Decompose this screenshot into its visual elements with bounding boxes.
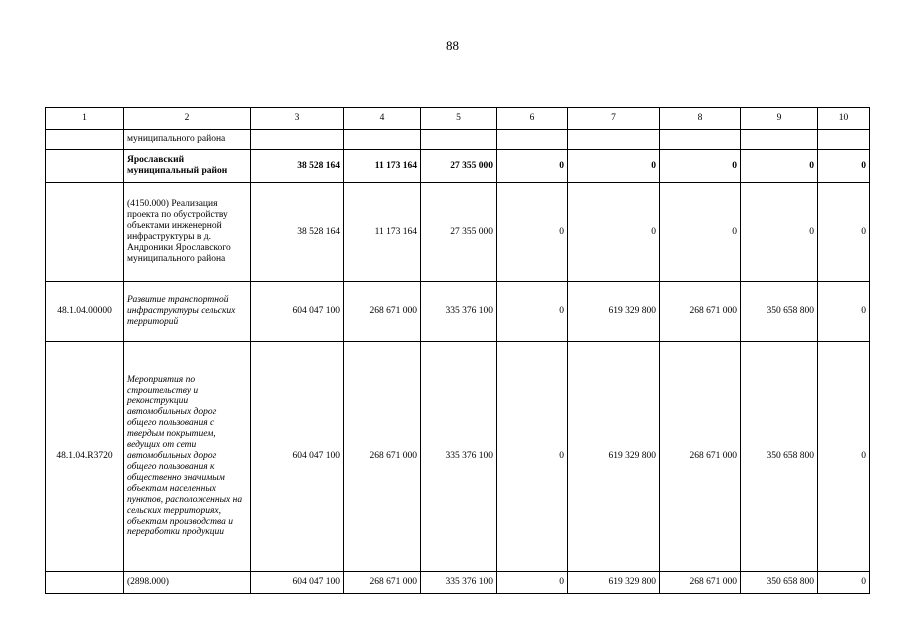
table-row <box>46 183 870 282</box>
row-value: 0 <box>497 572 568 594</box>
row-value: 27 355 000 <box>421 183 497 282</box>
row-value: 604 047 100 <box>251 342 344 572</box>
row-code: 48.1.04.00000 <box>46 282 124 342</box>
column-header: 4 <box>344 108 421 130</box>
row-value: 0 <box>568 183 660 282</box>
row-description: Ярославский муниципальный район <box>124 150 251 183</box>
row-value: 268 671 000 <box>344 342 421 572</box>
row-value <box>660 130 741 150</box>
row-value: 0 <box>818 282 870 342</box>
column-header: 10 <box>818 108 870 130</box>
page-number: 88 <box>446 38 459 53</box>
row-value: 268 671 000 <box>344 572 421 594</box>
row-value: 11 173 164 <box>344 150 421 183</box>
row-description: (2898.000) <box>124 572 251 594</box>
row-value: 350 658 800 <box>741 342 818 572</box>
row-value: 0 <box>497 282 568 342</box>
budget-table <box>45 107 870 594</box>
column-header: 5 <box>421 108 497 130</box>
row-value <box>421 130 497 150</box>
row-value: 335 376 100 <box>421 282 497 342</box>
row-value: 0 <box>741 150 818 183</box>
row-value: 604 047 100 <box>251 572 344 594</box>
row-value: 268 671 000 <box>344 282 421 342</box>
row-value: 0 <box>568 150 660 183</box>
row-value: 11 173 164 <box>344 183 421 282</box>
row-value: 0 <box>818 342 870 572</box>
column-header: 9 <box>741 108 818 130</box>
table-row <box>46 342 870 572</box>
row-value: 619 329 800 <box>568 342 660 572</box>
row-value: 0 <box>497 150 568 183</box>
row-description: Мероприятия по строительству и реконструкции автомобильных дорог общего пользования с твердым покрытием, ведущих от сети автомобильных дорог общего пользования к общественно значимым объектам населенных пунктов, расположенных на сельских территориях, объектам производства и переработки продукции <box>124 342 251 572</box>
row-value: 0 <box>741 183 818 282</box>
row-code <box>46 130 124 150</box>
row-value: 0 <box>497 183 568 282</box>
row-value: 0 <box>497 342 568 572</box>
row-value: 350 658 800 <box>741 282 818 342</box>
row-value <box>251 130 344 150</box>
row-value: 619 329 800 <box>568 282 660 342</box>
row-code <box>46 150 124 183</box>
column-header: 6 <box>497 108 568 130</box>
row-value: 38 528 164 <box>251 183 344 282</box>
row-value: 268 671 000 <box>660 282 741 342</box>
column-header: 1 <box>46 108 124 130</box>
row-value <box>497 130 568 150</box>
column-header: 8 <box>660 108 741 130</box>
row-value: 268 671 000 <box>660 572 741 594</box>
table-row <box>46 572 870 594</box>
row-value: 619 329 800 <box>568 572 660 594</box>
row-value: 350 658 800 <box>741 572 818 594</box>
row-code <box>46 183 124 282</box>
row-value: 335 376 100 <box>421 342 497 572</box>
row-value: 38 528 164 <box>251 150 344 183</box>
table-header-row <box>46 108 870 130</box>
row-value: 0 <box>818 572 870 594</box>
column-header: 2 <box>124 108 251 130</box>
table-row <box>46 150 870 183</box>
row-value: 0 <box>660 150 741 183</box>
row-value: 0 <box>818 183 870 282</box>
row-code: 48.1.04.R3720 <box>46 342 124 572</box>
row-value <box>344 130 421 150</box>
row-value: 268 671 000 <box>660 342 741 572</box>
table-row <box>46 130 870 150</box>
row-description: муниципального района <box>124 130 251 150</box>
row-value: 604 047 100 <box>251 282 344 342</box>
table-row <box>46 282 870 342</box>
row-value <box>568 130 660 150</box>
row-description: Развитие транспортной инфраструктуры сельских территорий <box>124 282 251 342</box>
row-value: 27 355 000 <box>421 150 497 183</box>
row-value: 335 376 100 <box>421 572 497 594</box>
row-value: 0 <box>818 150 870 183</box>
row-value: 0 <box>660 183 741 282</box>
row-value <box>741 130 818 150</box>
row-description: (4150.000) Реализация проекта по обустройству объектами инженерной инфраструктуры в д. Андроники Ярославского муниципального района <box>124 183 251 282</box>
row-code <box>46 572 124 594</box>
row-value <box>818 130 870 150</box>
column-header: 3 <box>251 108 344 130</box>
column-header: 7 <box>568 108 660 130</box>
